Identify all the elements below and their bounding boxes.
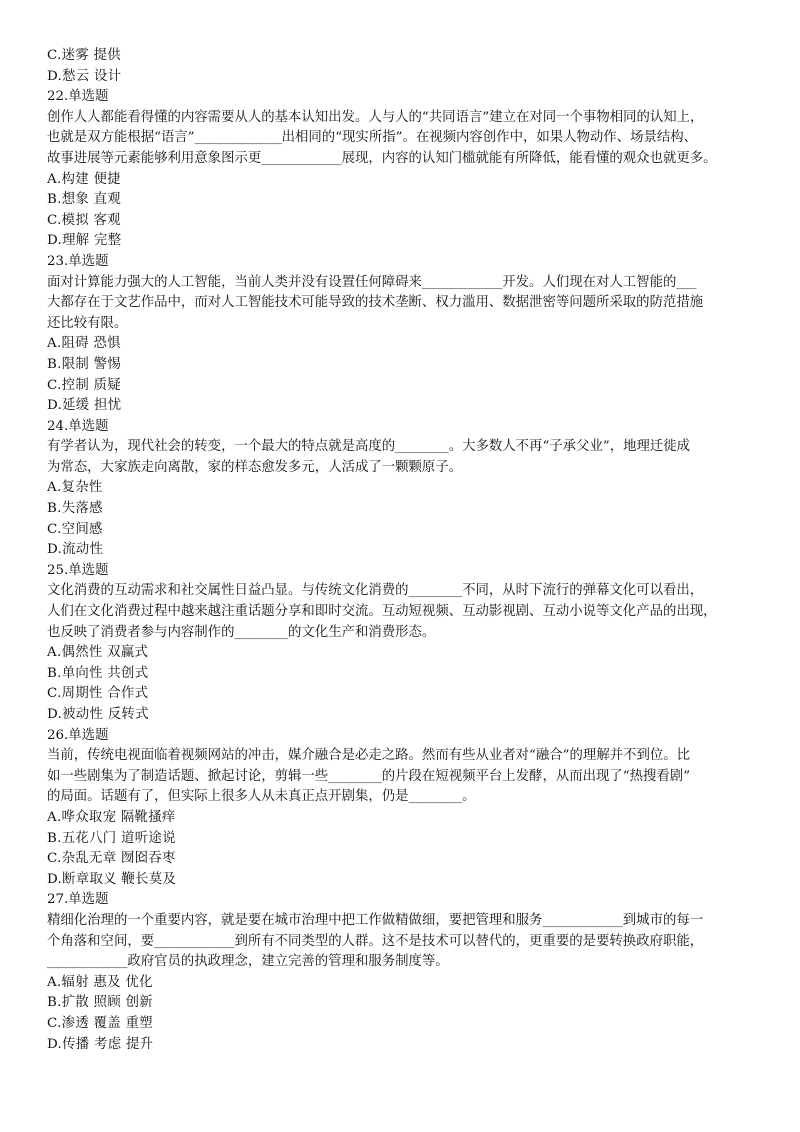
question-22 <box>47 87 759 252</box>
option-d[interactable]: D.断章取义 鞭长莫及 <box>47 871 177 887</box>
question-stem-line: 创作人人都能看得懂的内容需要从人的基本认知出发。人与人的“共同语言”建立在对同一个事物相同的认知上， <box>47 109 704 125</box>
option-b[interactable]: B.失落感 <box>47 501 103 517</box>
question-26 <box>47 726 759 891</box>
question-stem-line: ____________政府官员的执政理念，建立完善的管理和服务制度等。 <box>47 954 449 970</box>
question-stem-line: 有学者认为，现代社会的转变，一个最大的特点就是高度的________。大多数人不再“子承父业”，地理迁徙成 <box>47 439 691 455</box>
option-a[interactable]: A.构建 便捷 <box>47 171 121 187</box>
option-d[interactable]: D.传播 考虑 提升 <box>47 1036 154 1052</box>
question-stem-line: 如一些剧集为了制造话题、掀起讨论，剪辑一些________的片段在短视频平台上发酵，从而出现了“热搜看剧” <box>47 768 691 784</box>
option-a[interactable]: A.阻碍 恐惧 <box>47 336 121 352</box>
question-header: 25.单选题 <box>47 562 109 578</box>
option-b[interactable]: B.五花八门 道听途说 <box>47 830 176 846</box>
question-stem-line: 故事进展等元素能够利用意象图示更____________展现，内容的认知门槛就能有所降低，能看懂的观众也就更多。 <box>47 150 717 166</box>
question-stem-line: 精细化治理的一个重要内容，就是要在城市治理中把工作做精做细，要把管理和服务____________到城市的每一 <box>47 912 704 928</box>
option-b[interactable]: B.限制 警惕 <box>47 356 122 372</box>
option-d[interactable]: D.理解 完整 <box>47 233 122 249</box>
question-header: 22.单选题 <box>47 89 109 105</box>
question-stem-line: 为常态，大家族走向离散，家的样态愈发多元，人活成了一颗颗原子。 <box>47 459 463 475</box>
option-c[interactable]: C.迷雾 提供 <box>47 48 121 63</box>
option-b[interactable]: B.想象 直观 <box>47 192 122 208</box>
option-d[interactable]: D.愁云 设计 <box>47 68 122 84</box>
question-stem-line: 个角落和空间，要____________到所有不同类型的人群。这不是技术可以替代的，更重要的是要转换政府职能， <box>47 933 704 949</box>
question-header: 23.单选题 <box>47 253 109 269</box>
option-c[interactable]: C.杂乱无章 囫囵吞枣 <box>47 851 176 867</box>
question-header: 24.单选题 <box>47 418 109 434</box>
option-c[interactable]: C.周期性 合作式 <box>47 686 149 702</box>
question-27 <box>47 890 759 1055</box>
question-stem-line: 还比较有限。 <box>47 315 128 331</box>
option-a[interactable]: A.复杂性 <box>47 480 103 496</box>
option-c[interactable]: C.模拟 客观 <box>47 212 121 228</box>
question-stem-line: 的局面。话题有了，但实际上很多人从未真正点开剧集，仍是________。 <box>47 789 476 805</box>
question-stem-line: 文化消费的互动需求和社交属性日益凸显。与传统文化消费的________不同，从时下流行的弹幕文化可以看出， <box>47 583 704 599</box>
question-header: 26.单选题 <box>47 727 109 743</box>
question-stem-line: 大都存在于文艺作品中，而对人工智能技术可能导致的技术垄断、权力滥用、数据泄密等问题所采取的防范措施 <box>47 295 704 311</box>
question-25 <box>47 561 759 726</box>
question-24 <box>47 417 759 561</box>
option-c[interactable]: C.空间感 <box>47 521 103 537</box>
question-stem-line: 当前，传统电视面临着视频网站的冲击，媒介融合是必走之路。然而有些从业者对“融合”的理解并不到位。比 <box>47 748 691 764</box>
option-d[interactable]: D.流动性 <box>47 542 104 558</box>
question-header: 27.单选题 <box>47 892 109 908</box>
option-d[interactable]: D.被动性 反转式 <box>47 707 149 722</box>
question-stem-line: 也反映了消费者参与内容制作的________的文化生产和消费形态。 <box>47 624 436 640</box>
question-stem-line: 面对计算能力强大的人工智能，当前人类并没有设置任何障碍来____________开发。人们现在对人工智能的___ <box>47 274 697 290</box>
option-d[interactable]: D.延缓 担忧 <box>47 398 122 414</box>
document-page <box>47 46 759 1055</box>
option-a[interactable]: A.辐射 惠及 优化 <box>47 974 153 990</box>
option-b[interactable]: B.单向性 共创式 <box>47 665 149 681</box>
option-a[interactable]: A.哗众取宠 隔靴搔痒 <box>47 809 176 825</box>
option-c[interactable]: C.控制 质疑 <box>47 377 121 393</box>
option-a[interactable]: A.偶然性 双赢式 <box>47 645 149 661</box>
option-b[interactable]: B.扩散 照顾 创新 <box>47 995 153 1011</box>
previous-question-options <box>47 46 759 87</box>
question-23 <box>47 252 759 417</box>
question-stem-line: 人们在文化消费过程中越来越注重话题分享和即时交流。互动短视频、互动影视剧、互动小说等文化产品的出现， <box>47 604 717 620</box>
option-c[interactable]: C.渗透 覆盖 重塑 <box>47 1015 153 1031</box>
question-stem-line: 也就是双方能根据“语言”_____________出相同的“现实所指”。在视频内容创作中，如果人物动作、场景结构、 <box>47 130 698 146</box>
